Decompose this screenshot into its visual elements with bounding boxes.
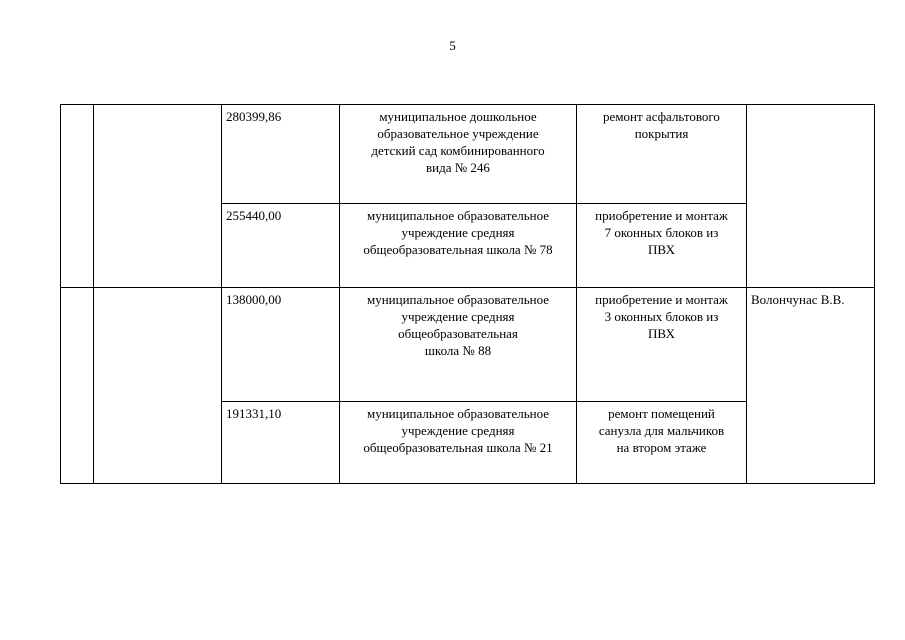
responsible-cell (747, 288, 875, 484)
institution-cell (340, 105, 577, 204)
institution-text: муниципальное дошкольное образовательное учреждение детский сад комбинированного вида № 246 (371, 109, 545, 175)
responsible-name: Волончунас В.В. (751, 292, 845, 307)
institution-cell (340, 288, 577, 402)
allocation-table (60, 104, 875, 484)
work-text: ремонт асфальтового покрытия (603, 109, 720, 141)
table-row (61, 105, 875, 204)
work-cell (577, 288, 747, 402)
work-cell (577, 402, 747, 484)
number-cell (61, 288, 94, 484)
institution-cell (340, 402, 577, 484)
district-cell (94, 105, 222, 288)
table-row (61, 288, 875, 402)
institution-cell (340, 204, 577, 288)
number-cell (61, 105, 94, 288)
institution-text: муниципальное образовательное учреждение средняя общеобразовательная школа № 21 (363, 406, 553, 455)
amount-value: 138000,00 (226, 292, 282, 307)
work-text: приобретение и монтаж 7 оконных блоков из ПВХ (595, 208, 728, 257)
amount-value: 280399,86 (226, 109, 282, 124)
amount-cell (222, 204, 340, 288)
institution-text: муниципальное образовательное учреждение средняя общеобразовательная школа № 88 (366, 292, 550, 358)
district-cell (94, 288, 222, 484)
amount-value: 191331,10 (226, 406, 282, 421)
amount-value: 255440,00 (226, 208, 282, 223)
work-cell (577, 105, 747, 204)
amount-cell (222, 288, 340, 402)
work-cell (577, 204, 747, 288)
work-text: приобретение и монтаж 3 оконных блоков из ПВХ (595, 292, 728, 341)
page-number: 5 (449, 38, 456, 53)
amount-cell (222, 402, 340, 484)
responsible-cell (747, 105, 875, 288)
work-text: ремонт помещений санузла для мальчиков на втором этаже (598, 406, 725, 455)
amount-cell (222, 105, 340, 204)
institution-text: муниципальное образовательное учреждение средняя общеобразовательная школа № 78 (363, 208, 553, 257)
